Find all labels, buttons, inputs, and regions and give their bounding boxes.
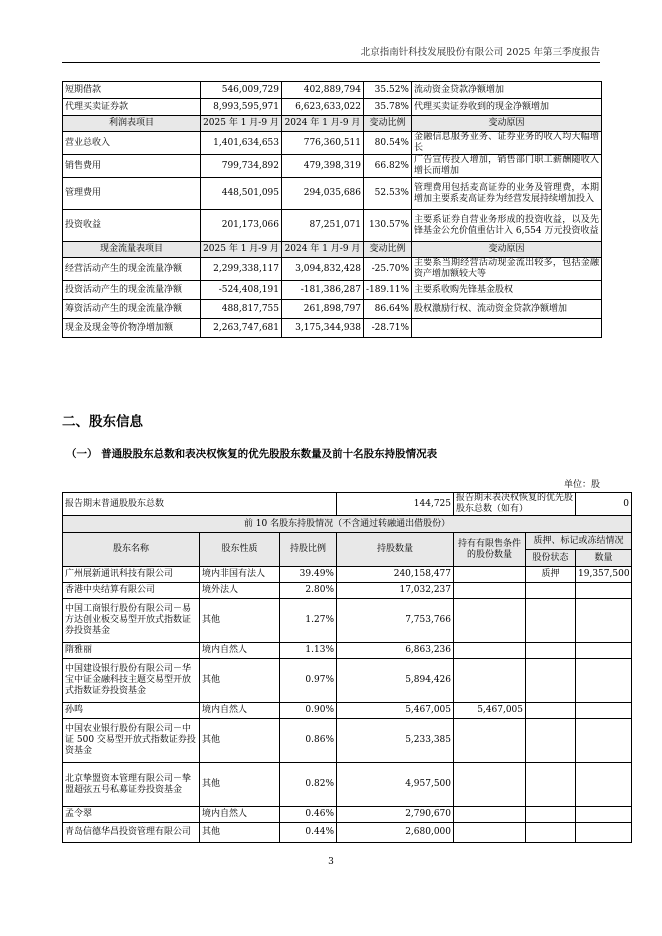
shareholder-nature: 其他 bbox=[200, 599, 280, 643]
row-item-label: 管理费用 bbox=[63, 178, 201, 210]
shareholder-ratio: 0.97% bbox=[280, 659, 337, 703]
shareholder-pledge-quantity bbox=[576, 719, 632, 763]
shareholder-ratio: 0.90% bbox=[280, 703, 337, 719]
row-item-label: 经营活动产生的现金流量净额 bbox=[63, 258, 201, 281]
shareholder-ratio: 0.86% bbox=[280, 719, 337, 763]
section-header-cur: 2025 年 1 月-9 月 bbox=[201, 242, 282, 258]
shareholder-pledge-status bbox=[526, 823, 576, 843]
shareholder-pledge-status bbox=[526, 703, 576, 719]
row-previous-value: 3,175,344,938 bbox=[282, 319, 364, 338]
shareholder-pledge-status bbox=[526, 583, 576, 599]
shareholder-row bbox=[63, 567, 632, 583]
table-row bbox=[63, 132, 602, 155]
shareholder-quantity: 240,158,477 bbox=[337, 567, 454, 583]
row-current-value: 448,501,095 bbox=[201, 178, 282, 210]
shareholder-row bbox=[63, 599, 632, 643]
unit-label: 单位：股 bbox=[563, 480, 600, 490]
row-previous-value: 261,898,797 bbox=[282, 300, 364, 319]
row-change-ratio: 35.52% bbox=[364, 82, 412, 99]
shareholder-pledge-quantity bbox=[576, 583, 632, 599]
shareholder-row bbox=[63, 643, 632, 659]
shareholder-ratio: 1.27% bbox=[280, 599, 337, 643]
section-header-reason: 变动原因 bbox=[412, 242, 602, 258]
shareholder-restricted bbox=[454, 643, 526, 659]
col-header-restricted: 持有有限售条件的股份数量 bbox=[454, 533, 526, 567]
shareholder-quantity: 4,957,500 bbox=[337, 763, 454, 807]
shareholder-nature: 境内自然人 bbox=[200, 703, 280, 719]
row-previous-value: 776,360,511 bbox=[282, 132, 364, 155]
shareholder-pledge-quantity bbox=[576, 643, 632, 659]
section-header-prev: 2024 年 1 月-9 月 bbox=[282, 116, 364, 132]
table-row bbox=[63, 82, 602, 99]
section-header-prev: 2024 年 1 月-9 月 bbox=[282, 242, 364, 258]
shareholder-ratio: 2.80% bbox=[280, 583, 337, 599]
shareholder-pledge-quantity bbox=[576, 763, 632, 807]
pref-holders-label: 报告期末表决权恢复的优先股股东总数（如有） bbox=[454, 493, 576, 516]
row-item-label: 代理买卖证券款 bbox=[63, 99, 201, 116]
row-current-value: -524,408,191 bbox=[201, 281, 282, 300]
shareholder-pledge-quantity bbox=[576, 703, 632, 719]
shareholder-restricted bbox=[454, 719, 526, 763]
row-item-label: 现金及现金等价物净增加额 bbox=[63, 319, 201, 338]
shareholder-nature: 境外法人 bbox=[200, 583, 280, 599]
shareholder-row bbox=[63, 659, 632, 703]
section-header-item: 现金流量表项目 bbox=[63, 242, 201, 258]
shareholder-name: 广州展新通讯科技有限公司 bbox=[63, 567, 200, 583]
section-header-ratio: 变动比例 bbox=[364, 116, 412, 132]
row-change-ratio: -25.70% bbox=[364, 258, 412, 281]
shareholder-pledge-status bbox=[526, 763, 576, 807]
row-item-label: 筹资活动产生的现金流量净额 bbox=[63, 300, 201, 319]
row-change-reason: 代理买卖证券收到的现金净额增加 bbox=[412, 99, 602, 116]
shareholder-ratio: 0.82% bbox=[280, 763, 337, 807]
row-change-reason: 广告宣传投入增加，销售部门职工薪酬随收入增长而增加 bbox=[412, 155, 602, 178]
row-change-reason: 管理费用包括麦高证券的业务及管理费，本期增加主要系麦高证券为经营发展持续增加投入 bbox=[412, 178, 602, 210]
row-change-reason bbox=[412, 319, 602, 338]
table-section-header bbox=[63, 116, 602, 132]
section-header-cur: 2025 年 1 月-9 月 bbox=[201, 116, 282, 132]
row-previous-value: 402,889,794 bbox=[282, 82, 364, 99]
row-change-reason: 流动资金贷款净额增加 bbox=[412, 82, 602, 99]
row-item-label: 营业总收入 bbox=[63, 132, 201, 155]
row-change-ratio: 52.53% bbox=[364, 178, 412, 210]
section-header-reason: 变动原因 bbox=[412, 116, 602, 132]
shareholder-nature: 其他 bbox=[200, 823, 280, 843]
shareholder-nature: 其他 bbox=[200, 719, 280, 763]
shareholder-row bbox=[63, 719, 632, 763]
row-change-ratio: 86.64% bbox=[364, 300, 412, 319]
shareholder-ratio: 39.49% bbox=[280, 567, 337, 583]
shareholder-pledge-quantity: 19,357,500 bbox=[576, 567, 632, 583]
financial-changes-table bbox=[62, 81, 602, 338]
row-current-value: 546,009,729 bbox=[201, 82, 282, 99]
col-header-qty: 持股数量 bbox=[337, 533, 454, 567]
row-previous-value: 479,398,319 bbox=[282, 155, 364, 178]
row-change-ratio: -28.71% bbox=[364, 319, 412, 338]
col-header-ratio: 持股比例 bbox=[280, 533, 337, 567]
shareholder-pledge-quantity bbox=[576, 823, 632, 843]
shareholder-quantity: 6,863,236 bbox=[337, 643, 454, 659]
shareholder-name: 中国工商银行股份有限公司－易方达创业板交易型开放式指数证券投资基金 bbox=[63, 599, 200, 643]
shareholder-restricted: 5,467,005 bbox=[454, 703, 526, 719]
shareholder-name: 中国建设银行股份有限公司－华宝中证金融科技主题交易型开放式指数证券投资基金 bbox=[63, 659, 200, 703]
row-change-ratio: 130.57% bbox=[364, 210, 412, 242]
shareholder-nature: 境内自然人 bbox=[200, 807, 280, 823]
shareholder-row bbox=[63, 807, 632, 823]
shareholder-name: 中国农业银行股份有限公司－中证 500 交易型开放式指数证券投资基金 bbox=[63, 719, 200, 763]
shareholder-restricted bbox=[454, 599, 526, 643]
shareholder-name: 隋雅丽 bbox=[63, 643, 200, 659]
shareholder-pledge-status bbox=[526, 659, 576, 703]
shareholder-pledge-status bbox=[526, 643, 576, 659]
row-item-label: 投资收益 bbox=[63, 210, 201, 242]
pref-holders-value: 0 bbox=[576, 493, 632, 516]
row-change-reason: 主要系收购先锋基金股权 bbox=[412, 281, 602, 300]
total-holders-label: 报告期末普通股股东总数 bbox=[63, 493, 337, 516]
row-item-label: 短期借款 bbox=[63, 82, 201, 99]
row-current-value: 8,993,595,971 bbox=[201, 99, 282, 116]
shareholder-pledge-quantity bbox=[576, 807, 632, 823]
shareholder-row bbox=[63, 583, 632, 599]
row-change-ratio: -189.11% bbox=[364, 281, 412, 300]
shareholder-subtitle: （一） 普通股股东总数和表决权恢复的优先股股东数量及前十名股东持股情况表 bbox=[66, 448, 438, 460]
shareholder-pledge-status bbox=[526, 719, 576, 763]
shareholder-quantity: 2,790,670 bbox=[337, 807, 454, 823]
col-header-status: 股份状态 bbox=[526, 550, 576, 567]
shareholder-ratio: 1.13% bbox=[280, 643, 337, 659]
row-previous-value: 294,035,686 bbox=[282, 178, 364, 210]
row-change-ratio: 35.78% bbox=[364, 99, 412, 116]
shareholder-name: 北京挚盟资本管理有限公司－挚盟超弦五号私募证券投资基金 bbox=[63, 763, 200, 807]
top10-caption: 前 10 名股东持股情况（不含通过转融通出借股份） bbox=[63, 516, 632, 533]
row-current-value: 488,817,755 bbox=[201, 300, 282, 319]
row-change-reason: 主要系当期经营活动现金流出较多，包括金融资产增加额较大等 bbox=[412, 258, 602, 281]
row-change-ratio: 66.82% bbox=[364, 155, 412, 178]
shareholder-table bbox=[62, 492, 632, 843]
shareholder-restricted bbox=[454, 807, 526, 823]
row-current-value: 1,401,634,653 bbox=[201, 132, 282, 155]
table-row bbox=[63, 281, 602, 300]
shareholder-pledge-status: 质押 bbox=[526, 567, 576, 583]
col-header-pledge-qty: 数量 bbox=[576, 550, 632, 567]
page-number: 3 bbox=[328, 857, 334, 867]
shareholder-nature: 其他 bbox=[200, 763, 280, 807]
shareholder-quantity: 5,233,385 bbox=[337, 719, 454, 763]
row-change-ratio: 80.54% bbox=[364, 132, 412, 155]
row-previous-value: 3,094,832,428 bbox=[282, 258, 364, 281]
row-previous-value: -181,386,287 bbox=[282, 281, 364, 300]
shareholder-quantity: 17,032,237 bbox=[337, 583, 454, 599]
header-rule bbox=[62, 62, 600, 63]
report-header: 北京指南针科技发展股份有限公司 2025 年第三季度报告 bbox=[360, 47, 600, 58]
shareholder-ratio: 0.44% bbox=[280, 823, 337, 843]
shareholder-name: 孙鸣 bbox=[63, 703, 200, 719]
shareholder-nature: 境内非国有法人 bbox=[200, 567, 280, 583]
shareholder-pledge-status bbox=[526, 807, 576, 823]
row-item-label: 投资活动产生的现金流量净额 bbox=[63, 281, 201, 300]
section-header-item: 利润表项目 bbox=[63, 116, 201, 132]
shareholder-row bbox=[63, 703, 632, 719]
shareholder-name: 香港中央结算有限公司 bbox=[63, 583, 200, 599]
row-change-reason: 主要系证券自营业务形成的投资收益，以及先锋基金公允价值重估计入 6,554 万元投资收益 bbox=[412, 210, 602, 242]
shareholder-nature: 境内自然人 bbox=[200, 643, 280, 659]
table-row bbox=[63, 210, 602, 242]
table-section-header bbox=[63, 242, 602, 258]
row-change-reason: 金融信息服务业务、证券业务的收入均大幅增长 bbox=[412, 132, 602, 155]
col-header-nature: 股东性质 bbox=[200, 533, 280, 567]
shareholder-quantity: 2,680,000 bbox=[337, 823, 454, 843]
col-header-name: 股东名称 bbox=[63, 533, 200, 567]
row-previous-value: 87,251,071 bbox=[282, 210, 364, 242]
shareholder-quantity: 7,753,766 bbox=[337, 599, 454, 643]
shareholder-quantity: 5,894,426 bbox=[337, 659, 454, 703]
table-row bbox=[63, 300, 602, 319]
shareholder-name: 孟令翠 bbox=[63, 807, 200, 823]
shareholder-pledge-quantity bbox=[576, 599, 632, 643]
row-current-value: 2,263,747,681 bbox=[201, 319, 282, 338]
table-row bbox=[63, 155, 602, 178]
row-current-value: 799,734,892 bbox=[201, 155, 282, 178]
row-previous-value: 6,623,633,022 bbox=[282, 99, 364, 116]
table-row bbox=[63, 178, 602, 210]
row-current-value: 201,173,066 bbox=[201, 210, 282, 242]
row-change-reason: 股权激励行权、流动资金贷款净额增加 bbox=[412, 300, 602, 319]
shareholder-restricted bbox=[454, 659, 526, 703]
shareholder-restricted bbox=[454, 763, 526, 807]
row-item-label: 销售费用 bbox=[63, 155, 201, 178]
shareholder-pledge-status bbox=[526, 599, 576, 643]
total-holders-value: 144,725 bbox=[337, 493, 454, 516]
shareholder-ratio: 0.46% bbox=[280, 807, 337, 823]
row-current-value: 2,299,338,117 bbox=[201, 258, 282, 281]
shareholder-pledge-quantity bbox=[576, 659, 632, 703]
shareholder-restricted bbox=[454, 567, 526, 583]
col-header-pledge: 质押、标记或冻结情况 bbox=[526, 533, 632, 550]
section-title: 二、股东信息 bbox=[62, 414, 143, 430]
table-row bbox=[63, 258, 602, 281]
section-header-ratio: 变动比例 bbox=[364, 242, 412, 258]
shareholder-row bbox=[63, 823, 632, 843]
table-row bbox=[63, 319, 602, 338]
table-row bbox=[63, 99, 602, 116]
shareholder-name: 青岛信德华昌投资管理有限公司 bbox=[63, 823, 200, 843]
shareholder-restricted bbox=[454, 823, 526, 843]
shareholder-row bbox=[63, 763, 632, 807]
shareholder-quantity: 5,467,005 bbox=[337, 703, 454, 719]
shareholder-nature: 其他 bbox=[200, 659, 280, 703]
shareholder-restricted bbox=[454, 583, 526, 599]
